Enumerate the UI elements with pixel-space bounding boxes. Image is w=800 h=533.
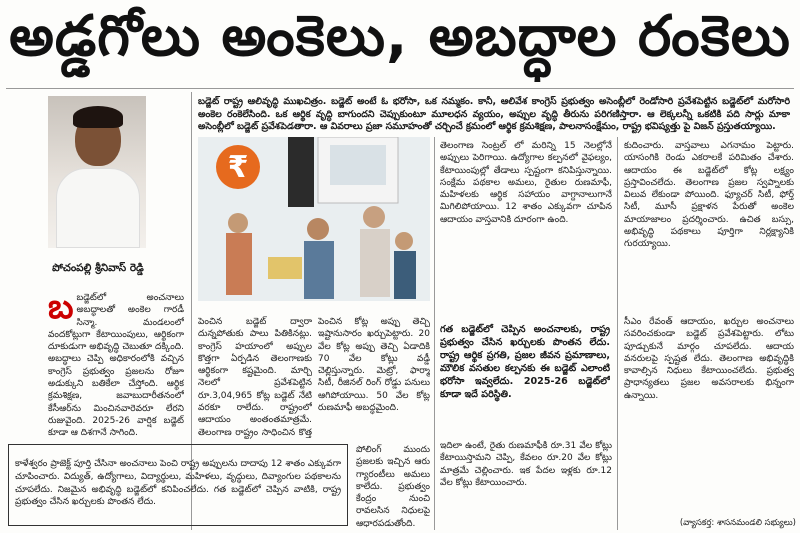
column-2: పెంచిన బడ్జెట్ ద్వారా దున్నపోతుకు పాలు పితికినట్లు. కాంగ్రెస్ హయాంలో అప్పుల కొత్తగా ఏర్పడిన తెలంగాణకు ఆర్థికంగా కష్టమైంది. మార్చి నెలలో ప్రవేశపెట్టిన రూ.3,04,965 కోట్ల బడ్జెట్ నేటి వరకూ రాలేదు. రాష్ట్రంలో ఆదాయం అంతంతమాత్రమే. తెలంగాణ రాష్ట్రం సాధించిన కొత్త (198, 317, 312, 438)
author-photo (48, 96, 146, 248)
rupee-icon: ₹ (216, 145, 260, 189)
column-2b: పెంచిన కోట్ల అప్పు తెచ్చి ఇష్టానుసారం ఖర్చుపెట్టారు. 20 వేల కోట్ల అప్పు తెచ్చి ఏడాదికి 70 వేల కోట్లు వడ్డీ చెల్లిస్తున్నారు. మెట్రో, ఫార్మా సిటీ, రీజినల్ రింగ్ రోడ్డు పనులు ఆగిపోయాయి. 50 వేల కోట్ల రుణమాఫీ అబద్ధమైంది. (318, 317, 430, 414)
column-4: కుదించారు. వాస్తవాలు ఎగనామం పెట్టారు. యాసంగికి రెండు ఎకరాలకే పరిమితం చేశారు. ఆదాయం ఈ బడ్జెట్‌లో కోట్ల లక్ష్యం ప్రస్తావించలేదు. తెలంగాణ ప్రజల స్వప్నాలకు విలువ లేకుండా పోయింది. ఫ్యూచర్ సిటీ, ఫోర్త్ సిటీ, మూసీ ప్రక్షాళన పేరుతో అంకెల మాయాజాలం ప్రదర్శించారు. ఉచిత బస్సు, అభివృద్ధి పథకాలు పూర్తిగా నిర్లక్ష్యానికి గురయ్యాయి. (624, 141, 794, 250)
column-rule (617, 137, 618, 530)
column-1: బ బడ్జెట్‌లో అంచనాలు అబద్ధాలతో అంకెల గారడీ సిన్మా. మండలంలో వందకోట్లుగా కేటాయింపులు, ఆర్థికంగా దూకుడుగా అభివృద్ధి చెబుతూ దక్కింది. అబద్ధాలు చెప్పి అధికారంలోకి వచ్చిన కాంగ్రెస్ ప్రభుత్వం ప్రజలను రోజూ అడుక్కుని బతికేలా చేస్తోంది. ఆర్థిక క్రమశిక్షణ, జవాబుదారీతనంలో కేసీఆర్‌ను మించినవారెవరూ లేరని రుజువైంది. 2025-26 వార్షిక బడ్జెట్ కూడా ఆ దిశగానే సాగింది. (48, 292, 184, 439)
column-3: తెలంగాణ సెంట్రల్ లో మరిన్ని 15 నెలల్లోనే అప్పులు పెరిగాయి. ఉద్యోగాల కల్పనలో వైఫల్యం, కేటాయింపుల్లో తేడాలు స్పష్టంగా కనిపిస్తున్నాయి. సంక్షేమ పథకాల అమలు, రైతుల రుణమాఫీ, మహిళలకు ఆర్థిక సహాయం వాగ్దానాలుగానే మిగిలిపోయాయి. 12 శాతం ఎక్కువగా చూపిన ఆదాయం వాస్తవానికి దూరంగా ఉంది. (440, 141, 612, 225)
headline: అడ్డగోలు అంకెలు, అబద్ధాల రంకెలు (9, 3, 791, 69)
highlight-box: కాళేశ్వరం ప్రాజెక్ట్ పూర్తి చేసినా అంచనాలు పెంచి రాష్ట్ర అప్పులను దాదాపు 12 శాతం ఎక్కువగా చూపించారు. విద్యుత్, ఉద్యోగాలు, విద్యార్థులు, మహిళలు, వృద్ధులు, దివ్యాంగుల పథకాలను చూపలేదు. నిజమైన అభివృద్ధి బడ్జెట్‌లో కనిపించలేదు. గత బడ్జెట్‌లో చెప్పిన వాటికి, రాష్ట్ర ప్రభుత్వం చేసిన ఖర్చులకు పొంతన లేదు. (8, 444, 348, 526)
column-3-tail: ఇదిలా ఉంటే, రైతు రుణమాఫీకి రూ.31 వేల కోట్లు కేటాయిస్తామని చెప్పి, కేవలం రూ.20 వేల కోట్లు మాత్రమే చెల్లించారు. ఇక పేదల ఇళ్లకు రూ.12 వేల కోట్లు కేటాయించారు. (440, 441, 612, 488)
drop-cap: బ (48, 292, 74, 327)
author-credit: (వ్యాసకర్త: శాసనమండలి సభ్యులు) (679, 518, 796, 528)
column-rule (434, 137, 435, 530)
pull-quote: గత బడ్జెట్‌లో చెప్పిన అంచనాలకు, రాష్ట్ర ప్రభుత్వం చేసిన ఖర్చులకు పొంతన లేదు. రాష్ట్ర ఆర్థిక ప్రగతి, ప్రజల జీవన ప్రమాణాలు, మౌలిక వసతుల కల్పనకు ఈ బడ్జెట్ ఎలాంటి భరోసా ఇవ్వలేదు. 2025-26 బడ్జెట్‌లో కూడా ఇదే పరిస్థితి. (440, 324, 610, 400)
author-byline: పోచంపల్లి శ్రీనివాస్ రెడ్డి (52, 262, 144, 274)
intro-paragraph: బడ్జెట్ రాష్ట్ర ఆలివృద్ధి ముఖచిత్రం. బడ్జెట్ అంటే ఓ భరోసా, ఒక నమ్మకం. కానీ, ఆలివేశ కాంగ్రెస్ ప్రభుత్వం అసెంబ్లీలో రెండోసారి ప్రవేశపెట్టిన బడ్జెట్‌లో మరోసారి అంకెల రంకెలేసింది. ఒక ఆర్థిక వృద్ధి బాగుందని చెప్పుకుంటూ మూలధన వ్యయం, అప్పుల వృద్ధి తీరును పరిగణిస్తారా. ఆ లెక్కలన్నీ ఒకటికి పది సార్లు మాకా అసెంబ్లీలో బడ్జెట్ ప్రవేశపెడతారా. ఆ వివరాలు ప్రజా సమూహంతో చర్చించే క్రమంలో ఆర్థిక క్రమశిక్షణ, పాలనాసంక్షేమం, రాష్ట్ర భవిష్యత్తు పై విజన్ ప్రస్తుతయ్యాయి. (198, 96, 790, 132)
column-mid-tail: పోలింగ్ ముందు ప్రజలకు ఇచ్చిన ఆరు గ్యారంటీలు అమలు కాలేదు. ప్రభుత్వం కేంద్రం నుంచి రావలసిన నిధులపై ఆధారపడుతోంది. (356, 445, 430, 528)
budget-illustration (198, 137, 430, 301)
crowd-drawing (198, 137, 430, 301)
rule (6, 88, 794, 89)
column-5: సీఎం రేవంత్ ఆదాయం, ఖర్చుల అంచనాలు సవరించకుండా బడ్జెట్ ప్రవేశపెట్టారు. లోటు పూడ్చుకునే మార్గం చూపలేదు. ఆదాయ వనరులపై స్పష్టత లేదు. తెలంగాణ అభివృద్ధికి కావాల్సిన నిధులు కేటాయించలేదు. ప్రభుత్వ ప్రాధాన్యతలు ప్రజల అవసరాలకు భిన్నంగా ఉన్నాయి. (624, 317, 794, 401)
